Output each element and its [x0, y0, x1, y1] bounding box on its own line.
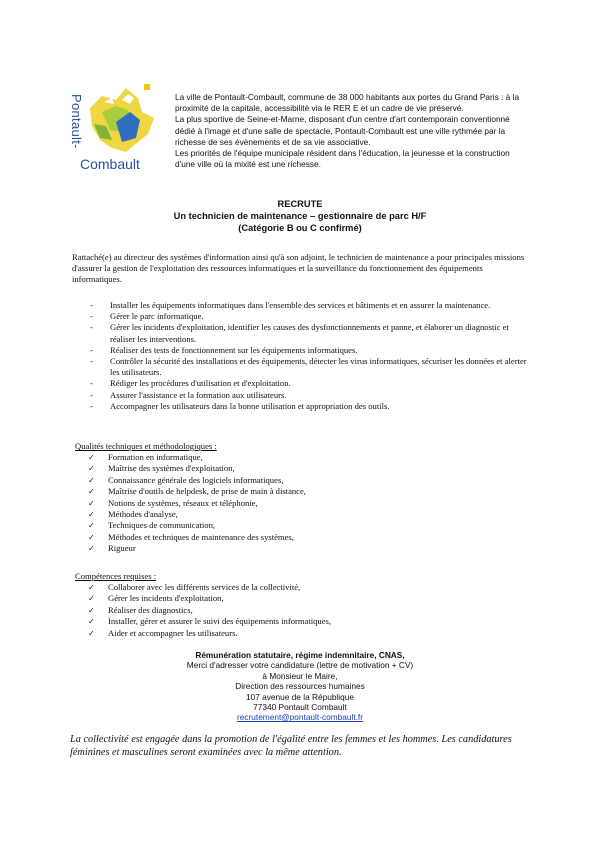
quality-item [88, 520, 488, 531]
logo-vertical-text: Pontault- [69, 93, 84, 149]
recruitment-email-link[interactable]: recrutement@pontault-combault.fr [236, 712, 364, 723]
checkmark-icon: ✓ [88, 628, 95, 638]
quality-text: Connaissance générale des logiciels informatiques, [108, 474, 284, 485]
quality-text: Rigueur [108, 543, 136, 554]
logo-map-icon [82, 82, 162, 156]
checkmark-icon: ✓ [88, 475, 95, 485]
quality-text: Techniques de communication, [108, 520, 216, 531]
qualities-heading: Qualités techniques et méthodologiques : [75, 441, 217, 451]
checkmark-icon: ✓ [88, 594, 95, 604]
job-category: (Catégorie B ou C confirmé) [238, 223, 362, 233]
checkmark-icon: ✓ [88, 498, 95, 508]
job-description: Rattaché(e) au directeur des systèmes d'information ainsi qu'à son adjoint, le technicien de maintenance a pour principales missions d'assurer la gestion de l'exploitation des ressources informatiques et la surveillance du fonctionnement des équipements informatiques. [72, 252, 525, 285]
duties-list [90, 300, 530, 412]
quality-item [88, 543, 488, 554]
quality-item [88, 475, 488, 486]
checkmark-icon: ✓ [88, 510, 95, 520]
recrute-heading: RECRUTE [277, 199, 323, 209]
quality-item [88, 452, 488, 463]
checkmark-icon: ✓ [88, 464, 95, 474]
quality-item [88, 463, 488, 474]
intro-paragraph: La ville de Pontault-Combault, commune de 38 000 habitants aux portes du Grand Paris : à la proximité de la capitale, accessibilité via le RER E et un cadre de vie préservé. [175, 92, 520, 114]
checkmark-icon: ✓ [88, 617, 95, 627]
competence-item [88, 616, 488, 627]
duty-item: - Assurer l'assistance et la formation aux utilisateurs. [90, 390, 530, 401]
quality-text: Formation en informatique, [108, 452, 203, 462]
competence-text: Installer, gérer et assurer le suivi des équipements informatiques, [108, 616, 332, 627]
checkmark-icon: ✓ [88, 544, 95, 554]
duty-item: - Contrôler la sécurité des installations et des équipements, détecter les virus informatiques, sécuriser les données et alerter les utilisateurs. [90, 356, 530, 378]
checkmark-icon: ✓ [88, 487, 95, 497]
competence-text: Réaliser des diagnostics, [108, 604, 193, 615]
duty-item: - Accompagner les utilisateurs dans la bonne utilisation et appropriation des outils. [90, 401, 530, 412]
competence-item [88, 628, 488, 639]
recipient: à Monsieur le Maire, [262, 670, 338, 681]
city-address: 77340 Pontault Combault [253, 702, 347, 713]
city-logo [60, 80, 168, 172]
logo-bottom-text: Combault [80, 156, 140, 172]
intro-paragraph: Les priorités de l'équipe municipale résident dans l'éducation, la jeunesse et la construction d'une ville où la mixité est une richesse. [175, 148, 510, 170]
job-title-block [100, 198, 500, 234]
quality-item [88, 509, 488, 520]
duty-item: - Installer les équipements informatiques dans l'ensemble des services et bâtiments et en assurer la maintenance. [90, 300, 530, 311]
competence-item [88, 582, 488, 593]
competence-text: Gérer les incidents d'exploitation, [108, 593, 224, 604]
quality-text: Maîtrise d'outils de helpdesk, de prise de main à distance, [108, 486, 306, 497]
quality-text: Méthodes et techniques de maintenance des systèmes, [108, 531, 294, 542]
competences-list [88, 582, 488, 639]
checkmark-icon: ✓ [88, 583, 95, 592]
quality-item [88, 498, 488, 509]
competence-text: Collaborer avec les différents services de la collectivité, [108, 582, 301, 592]
quality-item [88, 486, 488, 497]
street-address: 107 avenue de la République [246, 691, 354, 702]
duty-item: - Gérer les incidents d'exploitation, identifier les causes des dysfonctionnements et panne, et élaborer un diagnostic et réaliser les interventions. [90, 322, 530, 344]
checkmark-icon: ✓ [88, 605, 95, 615]
duty-item: - Gérer le parc informatique. [90, 311, 530, 322]
checkmark-icon: ✓ [88, 453, 95, 462]
job-title: Un technicien de maintenance – gestionnaire de parc H/F [173, 211, 427, 221]
contact-block [120, 650, 480, 723]
qualities-list [88, 452, 488, 555]
duty-item: - Réaliser des tests de fonctionnement sur les équipements informatiques. [90, 345, 530, 356]
remuneration-text: Rémunération statutaire, régime indemnitaire, CNAS, [195, 650, 405, 660]
intro-paragraph: La plus sportive de Seine-et-Marne, disposant d'un centre d'art contemporain conventionné dédié à l'image et d'une salle de spectacle, Pontault-Combault est une ville rythmée par la richesse de ses évènements et de sa vie associative. [175, 114, 510, 147]
competence-text: Aider et accompagner les utilisateurs. [108, 627, 238, 638]
quality-item [88, 532, 488, 543]
equality-statement: La collectivité est engagée dans la promotion de l'égalité entre les femmes et les hommes. Les candidatures féminines et masculines seront examinées avec la même attention. [70, 734, 512, 758]
quality-text: Maîtrise des systèmes d'exploitation, [108, 463, 235, 474]
checkmark-icon: ✓ [88, 521, 95, 531]
duty-item: - Rédiger les procédures d'utilisation et d'exploitation. [90, 378, 530, 389]
competences-heading: Compétences requises : [75, 571, 157, 581]
quality-text: Méthodes d'analyse, [108, 509, 178, 520]
checkmark-icon: ✓ [88, 532, 95, 542]
competence-item [88, 593, 488, 604]
quality-text: Notions de systèmes, réseaux et téléphonie, [108, 497, 258, 508]
city-introduction [175, 92, 520, 170]
competence-item [88, 605, 488, 616]
application-instruction: Merci d'adresser votre candidature (lettre de motivation + CV) [186, 660, 414, 671]
department: Direction des ressources humaines [235, 681, 365, 692]
